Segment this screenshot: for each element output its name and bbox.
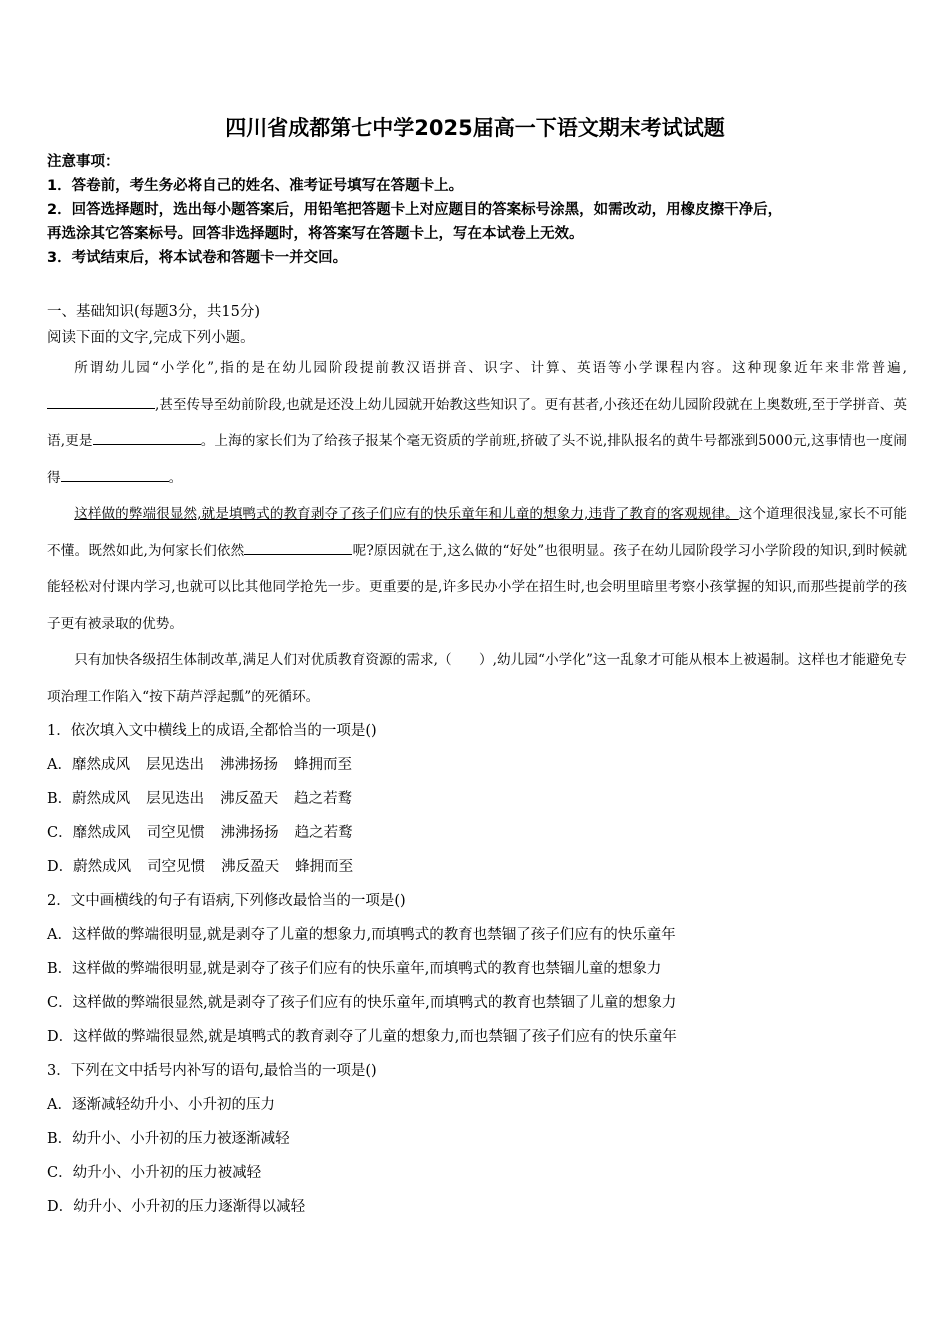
option-item: 蔚然成风: [73, 859, 132, 875]
option-label: A．: [47, 757, 72, 773]
option-text: 这样做的弊端很显然,就是剥夺了孩子们应有的快乐童年,而填鸭式的教育也禁锢了儿童的想象力: [72, 995, 677, 1011]
fill-blank: [244, 542, 352, 555]
passage-text: ,甚至传导至幼前阶段,也就是还没上幼儿园就开始教这些知识了。更有甚者,小孩还在幼儿园阶段就在上奥数班,至于学拼音、英语,更是: [47, 396, 907, 449]
question-stem: 3．下列在文中括号内补写的语句,最恰当的一项是(): [47, 1063, 377, 1079]
option-d[interactable]: [47, 1020, 907, 1054]
passage-text: 。: [168, 469, 183, 486]
option-item: 层见迭出: [145, 757, 204, 773]
passage-text: 这个道理很浅显,家长不可能不懂。既然如此,为何家长们依然: [47, 506, 907, 559]
question-2: [47, 884, 907, 1054]
fill-blank: [61, 469, 169, 482]
option-item: 沸沸扬扬: [220, 825, 279, 841]
fill-blank: [93, 432, 201, 445]
option-item: 司空见惯: [147, 859, 206, 875]
option-label: B．: [47, 961, 73, 977]
option-item: 趋之若鹜: [294, 825, 353, 841]
option-text: 幼升小、小升初的压力被逐渐减轻: [72, 1131, 290, 1147]
notice-item: 3．考试结束后，将本试卷和答题卡一并交回。: [47, 250, 348, 266]
option-item: 蜂拥而至: [295, 859, 354, 875]
option-b[interactable]: [47, 1122, 907, 1156]
option-item: 蔚然成风: [72, 791, 131, 807]
option-label: C．: [47, 1165, 73, 1181]
passage-paragraph-2: [47, 496, 907, 642]
option-item: 沸沸扬扬: [219, 757, 278, 773]
notice-item: 1．答卷前，考生务必将自己的姓名、准考证号填写在答题卡上。: [47, 178, 464, 194]
option-label: B．: [47, 791, 73, 807]
option-item: 蜂拥而至: [293, 757, 352, 773]
option-item: 沸反盈天: [220, 791, 279, 807]
option-text: 这样做的弊端很明显,就是剥夺了儿童的想象力,而填鸭式的教育也禁锢了孩子们应有的快乐童年: [71, 927, 676, 943]
option-c[interactable]: [47, 986, 907, 1020]
option-label: A．: [47, 1097, 72, 1113]
option-text: 幼升小、小升初的压力逐渐得以减轻: [73, 1199, 306, 1215]
question-3: [47, 1054, 907, 1224]
option-item: 层见迭出: [146, 791, 205, 807]
notice-heading: 注意事项：: [47, 154, 120, 170]
option-item: 靡然成风: [72, 825, 131, 841]
option-text: 这样做的弊端很明显,就是剥夺了孩子们应有的快乐童年,而填鸭式的教育也禁锢儿童的想象力: [72, 961, 662, 977]
option-text: 幼升小、小升初的压力被减轻: [72, 1165, 262, 1181]
option-text: 这样做的弊端很显然,就是填鸭式的教育剥夺了儿童的想象力,而也禁锢了孩子们应有的快乐童年: [73, 1029, 677, 1045]
passage-paragraph-1: [47, 350, 907, 496]
question-stem: 1．依次填入文中横线上的成语,全都恰当的一项是(): [47, 723, 377, 739]
reading-passage: [47, 350, 907, 715]
option-c[interactable]: [47, 1156, 907, 1190]
option-label: B．: [47, 1131, 73, 1147]
option-label: D．: [47, 1029, 74, 1045]
option-b[interactable]: [47, 782, 907, 816]
option-label: D．: [47, 859, 74, 875]
option-label: C．: [47, 825, 73, 841]
notice-item: 再选涂其它答案标号。回答非选择题时，将答案写在答题卡上，写在本试卷上无效。: [47, 226, 584, 242]
fill-blank: [47, 396, 155, 409]
section-intro: 阅读下面的文字,完成下列小题。: [47, 330, 255, 346]
option-d[interactable]: [47, 1190, 907, 1224]
option-text: 逐渐减轻幼升小、小升初的压力: [71, 1097, 275, 1113]
option-a[interactable]: [47, 1088, 907, 1122]
option-item: 司空见惯: [146, 825, 205, 841]
passage-text: 所谓幼儿园“小学化”,指的是在幼儿园阶段提前教汉语拼音、识字、计算、英语等小学课程内容。这种现象近年来非常普遍,: [74, 360, 907, 376]
option-a[interactable]: [47, 748, 907, 782]
option-a[interactable]: [47, 918, 907, 952]
option-c[interactable]: [47, 816, 907, 850]
passage-paragraph-3: 只有加快各级招生体制改革,满足人们对优质教育资源的需求,（ ）,幼儿园“小学化”这一乱象才可能从根本上被遏制。这样也才能避免专项治理工作陷入“按下葫芦浮起瓢”的死循环。: [47, 652, 907, 705]
page-title: 四川省成都第七中学2025届高一下语文期末考试试题: [225, 116, 725, 140]
option-item: 靡然成风: [71, 757, 130, 773]
notice-item: 2．回答选择题时，选出每小题答案后，用铅笔把答题卡上对应题目的答案标号涂黑，如需改动，用橡皮擦干净后，: [47, 202, 783, 218]
question-1: [47, 714, 907, 884]
passage-text: 呢?原因就在于,这么做的“好处”也很明显。孩子在幼儿园阶段学习小学阶段的知识,到时候就能轻松对付课内学习,也就可以比其他同学抢先一步。更重要的是,许多民办小学在招生时,也会明里暗里考察小孩掌握的知识,而那些提前学的孩子更有被录取的优势。: [47, 542, 908, 632]
section-heading: 一、基础知识(每题3分，共15分): [47, 304, 260, 320]
underlined-sentence: 这样做的弊端很显然,就是填鸭式的教育剥夺了孩子们应有的快乐童年和儿童的想象力,违背了教育的客观规律。: [74, 506, 739, 522]
notice-block: [47, 150, 917, 270]
option-d[interactable]: [47, 850, 907, 884]
option-label: A．: [47, 927, 72, 943]
option-item: 沸反盈天: [221, 859, 280, 875]
question-stem: 2．文中画横线的句子有语病,下列修改最恰当的一项是(): [47, 893, 406, 909]
option-item: 趋之若鹜: [294, 791, 353, 807]
option-b[interactable]: [47, 952, 907, 986]
option-label: D．: [47, 1199, 74, 1215]
option-label: C．: [47, 995, 73, 1011]
passage-text: 。上海的家长们为了给孩子报某个毫无资质的学前班,挤破了头不说,排队报名的黄牛号都涨到5000元,这事情也一度闹得: [47, 433, 907, 486]
